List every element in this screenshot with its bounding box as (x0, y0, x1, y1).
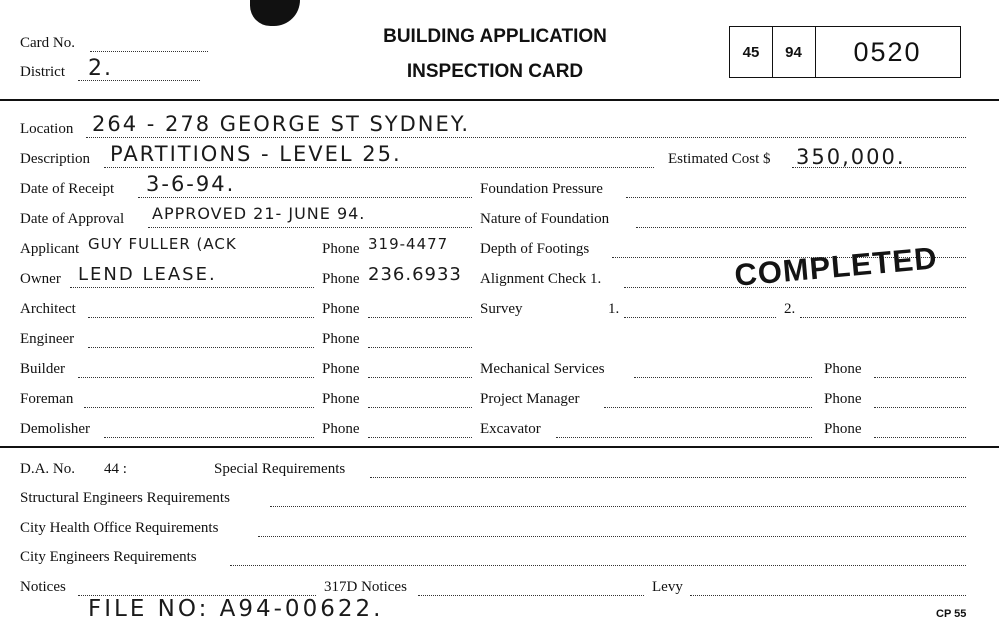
location-value: 264 - 278 GEORGE ST SYDNEY. (92, 112, 471, 136)
foreman-field[interactable] (84, 407, 314, 408)
engineer-field[interactable] (88, 347, 314, 348)
foundation-pressure-field[interactable] (626, 197, 966, 198)
notices-317d-label: 317D Notices (324, 579, 407, 595)
applicant-phone-label: Phone (322, 241, 360, 257)
da-no-label: D.A. No. (20, 461, 75, 477)
date-of-receipt-field[interactable] (138, 197, 472, 198)
project-manager-phone-label: Phone (824, 391, 862, 407)
builder-label: Builder (20, 361, 65, 377)
description-value: PARTITIONS - LEVEL 25. (110, 142, 402, 166)
survey-1-field[interactable] (624, 317, 776, 318)
completed-stamp: COMPLETED (733, 240, 939, 293)
card-no-field[interactable] (90, 51, 208, 52)
card-no-label: Card No. (20, 35, 75, 51)
mechanical-phone-label: Phone (824, 361, 862, 377)
city-engineers-requirements-field[interactable] (230, 565, 966, 566)
location-label: Location (20, 121, 74, 137)
foreman-label: Foreman (20, 391, 74, 407)
mechanical-services-field[interactable] (634, 377, 812, 378)
estimated-cost-label: Estimated Cost $ (668, 151, 771, 167)
architect-phone-field[interactable] (368, 317, 472, 318)
date-of-approval-label: Date of Approval (20, 211, 125, 227)
applicant-phone-value: 319-4477 (368, 235, 449, 253)
builder-phone-field[interactable] (368, 377, 472, 378)
survey-2-field[interactable] (800, 317, 966, 318)
levy-field[interactable] (690, 595, 966, 596)
demolisher-phone-label: Phone (322, 421, 360, 437)
city-engineers-requirements-label: City Engineers Requirements (20, 549, 197, 565)
mechanical-phone-field[interactable] (874, 377, 966, 378)
excavator-phone-field[interactable] (874, 437, 966, 438)
description-label: Description (20, 151, 90, 167)
alignment-check-label: Alignment Check 1. (480, 271, 602, 287)
architect-field[interactable] (88, 317, 314, 318)
excavator-label: Excavator (480, 421, 541, 437)
date-of-receipt-value: 3-6-94. (146, 172, 236, 196)
box-number-2: 94 (772, 27, 816, 77)
demolisher-phone-field[interactable] (368, 437, 472, 438)
title-line-1: BUILDING APPLICATION (383, 26, 607, 47)
project-manager-phone-field[interactable] (874, 407, 966, 408)
architect-phone-label: Phone (322, 301, 360, 317)
excavator-phone-label: Phone (824, 421, 862, 437)
survey-label: Survey (480, 301, 523, 317)
architect-label: Architect (20, 301, 76, 317)
special-requirements-label: Special Requirements (214, 461, 346, 477)
engineer-phone-field[interactable] (368, 347, 472, 348)
notices-label: Notices (20, 579, 66, 595)
builder-phone-label: Phone (322, 361, 360, 377)
header-divider (0, 99, 999, 101)
date-of-approval-value: APPROVED 21- JUNE 94. (152, 204, 366, 223)
description-field[interactable] (104, 167, 654, 168)
structural-requirements-label: Structural Engineers Requirements (20, 490, 230, 506)
nature-of-foundation-label: Nature of Foundation (480, 211, 610, 227)
demolisher-field[interactable] (104, 437, 314, 438)
survey-2-label: 2. (784, 301, 796, 317)
levy-label: Levy (652, 579, 683, 595)
form-code: CP 55 (936, 608, 967, 620)
excavator-field[interactable] (556, 437, 812, 438)
box-number-3: 0520 (853, 36, 922, 67)
owner-value: LEND LEASE. (78, 264, 217, 285)
health-office-requirements-label: City Health Office Requirements (20, 520, 219, 536)
nature-of-foundation-field[interactable] (636, 227, 966, 228)
applicant-label: Applicant (20, 241, 80, 257)
survey-1-label: 1. (608, 301, 620, 317)
section-divider (0, 446, 999, 448)
foreman-phone-label: Phone (322, 391, 360, 407)
foundation-pressure-label: Foundation Pressure (480, 181, 603, 197)
box-number-1: 45 (730, 27, 773, 77)
ink-blot (250, 0, 300, 26)
foreman-phone-field[interactable] (368, 407, 472, 408)
structural-requirements-field[interactable] (270, 506, 966, 507)
project-manager-label: Project Manager (480, 391, 580, 407)
district-label: District (20, 64, 65, 80)
estimated-cost-value: 350,000. (796, 145, 906, 169)
project-manager-field[interactable] (604, 407, 812, 408)
card-number-box (729, 26, 961, 78)
owner-label: Owner (20, 271, 61, 287)
applicant-value: GUY FULLER (ACK (88, 235, 237, 253)
file-number: FILE NO: A94-00622. (88, 596, 384, 622)
da-no-value: 44 : (104, 461, 127, 477)
demolisher-label: Demolisher (20, 421, 90, 437)
engineer-phone-label: Phone (322, 331, 360, 347)
special-requirements-field[interactable] (370, 477, 966, 478)
owner-phone-label: Phone (322, 271, 360, 287)
builder-field[interactable] (78, 377, 314, 378)
district-value: 2. (88, 56, 113, 81)
owner-field[interactable] (70, 287, 314, 288)
notices-317d-field[interactable] (418, 595, 644, 596)
engineer-label: Engineer (20, 331, 75, 347)
title-line-2: INSPECTION CARD (406, 61, 584, 82)
owner-phone-value: 236.6933 (368, 264, 462, 285)
depth-of-footings-label: Depth of Footings (480, 241, 590, 257)
mechanical-services-label: Mechanical Services (480, 361, 605, 377)
date-of-approval-field[interactable] (148, 227, 472, 228)
location-field[interactable] (86, 137, 966, 138)
health-office-requirements-field[interactable] (258, 536, 966, 537)
date-of-receipt-label: Date of Receipt (20, 181, 115, 197)
